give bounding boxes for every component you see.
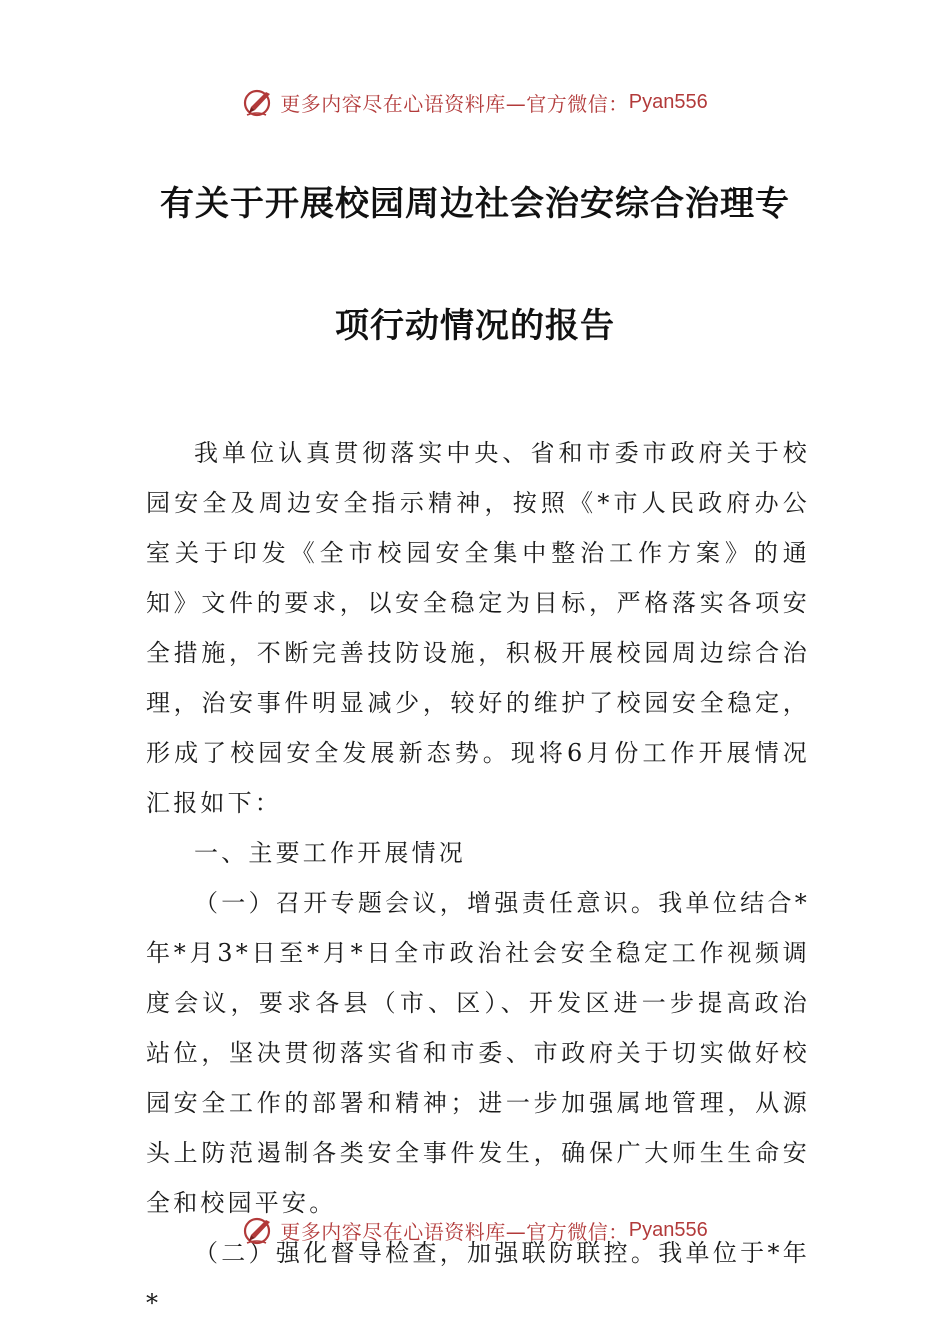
document-title-line2: 项行动情况的报告 [335,306,615,346]
document-body [146,428,810,1328]
paragraph: （一）召开专题会议，增强责任意识。我单位结合*年*月3*日至*月*日全市政治社会安全稳定工作视频调度会议，要求各县（市、区）、开发区进一步提高政治站位，坚决贯彻落实省和市委、市政府关于切实做好校园安全工作的部署和精神；进一步加强属地管理，从源头上防范遏制各类安全事件发生，确保广大师生生命安全和校园平安。 [146,889,810,1217]
pen-logo-icon [242,1213,276,1247]
section-heading: 一、主要工作开展情况 [194,839,466,867]
banner-text: 更多内容尽在心语资料库—官方微信： [280,1219,629,1244]
pen-logo-icon [242,85,276,119]
paragraph: 我单位认真贯彻落实中央、省和市委市政府关于校园安全及周边安全指示精神，按照《*市人民政府办公室关于印发《全市校园安全集中整治工作方案》的通知》文件的要求，以安全稳定为目标，严格落实各项安全措施，不断完善技防设施，积极开展校园周边综合治理，治安事件明显减少，较好的维护了校园安全稳定，形成了校园安全发展新态势。现将6月份工作开展情况汇报如下： [146,439,810,817]
wechat-id: Pyan556 [628,90,708,113]
document-title-line1: 有关于开展校园周边社会治安综合治理专 [160,184,790,224]
footer-banner [0,1210,950,1250]
paragraph: （二）强化督导检查，加强联防联控。我单位于*年* [146,1239,810,1317]
wechat-id: Pyan556 [628,1218,708,1241]
header-banner [0,82,950,122]
banner-text: 更多内容尽在心语资料库—官方微信： [280,91,629,116]
